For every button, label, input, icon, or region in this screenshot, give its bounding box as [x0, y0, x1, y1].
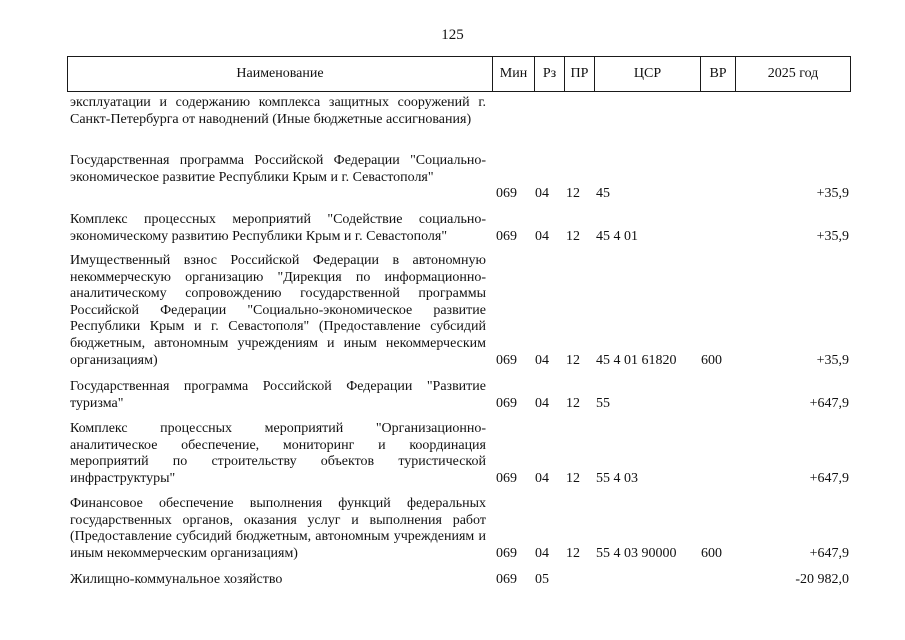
cell-pr: 12	[566, 186, 580, 202]
row-name: Государственная программа Российской Федерации "Развитие туризма"	[70, 379, 486, 411]
cell-rz: 04	[535, 395, 549, 411]
cell-rz: 04	[535, 545, 549, 561]
table-row	[0, 421, 905, 487]
cell-csr: 55 4 03 90000	[596, 545, 677, 561]
cell-amount: +35,9	[816, 228, 849, 244]
cell-pr: 12	[566, 470, 580, 486]
row-name: Комплекс процессных мероприятий "Содействие социально-экономическому развитию Республики Крым и г. Севастополя"	[70, 212, 486, 244]
cell-rz: 04	[535, 186, 549, 202]
table-header	[67, 56, 851, 92]
header-csr: ЦСР	[594, 57, 700, 91]
cell-min: 069	[496, 352, 517, 368]
row-name: Имущественный взнос Российской Федерации в автономную некоммерческую организацию "Дирекция по информационно-аналитическому сопровождению государственной программы Российской Федерации "Социально-экономическое развитие Республики Крым и г. Севастополя" (Предоставление субсидий бюджетным, автономным учреждениям и иным некоммерческим организациям)	[70, 253, 486, 368]
cell-vr: 600	[701, 352, 722, 368]
cell-pr: 12	[566, 545, 580, 561]
table-row	[0, 496, 905, 562]
row-name: Жилищно-коммунальное хозяйство	[70, 572, 283, 587]
cell-amount: +35,9	[816, 186, 849, 202]
cell-rz: 04	[535, 228, 549, 244]
cell-csr: 55 4 03	[596, 470, 638, 486]
cell-pr: 12	[566, 228, 580, 244]
cell-min: 069	[496, 572, 517, 587]
header-min: Мин	[492, 57, 534, 91]
cell-amount: +35,9	[816, 352, 849, 368]
cell-rz: 05	[535, 572, 549, 587]
cell-rz: 04	[535, 352, 549, 368]
cell-csr: 45 4 01	[596, 228, 638, 244]
cell-min: 069	[496, 228, 517, 244]
cell-min: 069	[496, 186, 517, 202]
cell-amount: -20 982,0	[795, 572, 849, 587]
cell-rz: 04	[535, 470, 549, 486]
table-row	[0, 153, 905, 203]
header-name: Наименование	[236, 66, 324, 81]
cell-pr: 12	[566, 352, 580, 368]
table-row	[0, 379, 905, 412]
header-rz: Рз	[534, 57, 564, 91]
table-row	[0, 253, 905, 369]
cell-csr: 45	[596, 186, 610, 202]
cell-amount: +647,9	[809, 545, 849, 561]
cell-pr: 12	[566, 395, 580, 411]
row-name: Государственная программа Российской Федерации "Социально-экономическое развитие Республики Крым и г. Севастополя"	[70, 153, 486, 185]
header-vr: ВР	[700, 57, 735, 91]
table-row	[0, 572, 905, 589]
cell-amount: +647,9	[809, 395, 849, 411]
cell-min: 069	[496, 395, 517, 411]
table-row	[0, 95, 905, 145]
row-name: Комплекс процессных мероприятий "Организационно-аналитическое обеспечение, мониторинг и координация мероприятий по строительству объектов туристической инфраструктуры"	[70, 421, 486, 486]
page-number: 125	[441, 27, 464, 43]
table-row	[0, 212, 905, 245]
cell-min: 069	[496, 470, 517, 486]
cell-amount: +647,9	[809, 470, 849, 486]
row-name: эксплуатации и содержанию комплекса защитных сооружений г. Санкт-Петербурга от наводнений (Иные бюджетные ассигнования)	[70, 95, 486, 127]
cell-csr: 55	[596, 395, 610, 411]
cell-min: 069	[496, 545, 517, 561]
header-year: 2025 год	[735, 57, 850, 91]
header-pr: ПР	[564, 57, 594, 91]
cell-vr: 600	[701, 545, 722, 561]
cell-csr: 45 4 01 61820	[596, 352, 677, 368]
row-name: Финансовое обеспечение выполнения функций федеральных государственных органов, оказания услуг и выполнения работ (Предоставление субсидий бюджетным, автономным учреждениям и иным некоммерческим организациям)	[70, 496, 486, 561]
